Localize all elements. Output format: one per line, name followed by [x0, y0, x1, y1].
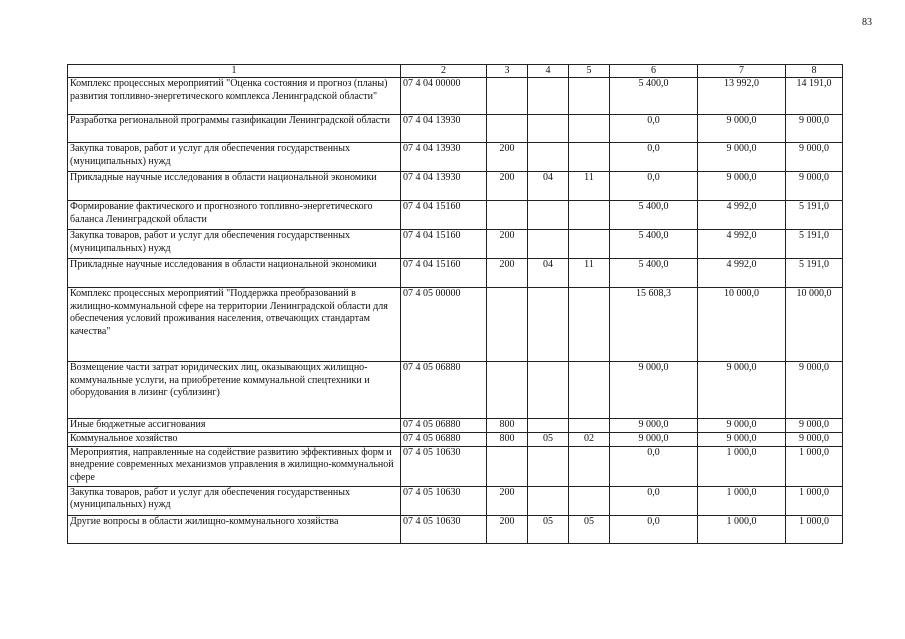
year2-amount-cell: 1 000,0 — [698, 486, 786, 515]
table-row — [68, 486, 843, 515]
expense-type-cell — [487, 446, 528, 486]
target-article-cell: 07 4 05 06880 — [401, 432, 487, 446]
section-cell: 05 — [528, 515, 569, 543]
year2-amount-cell: 9 000,0 — [698, 362, 786, 419]
target-article-cell: 07 4 05 06880 — [401, 362, 487, 419]
year1-amount-cell: 5 400,0 — [610, 230, 698, 259]
header-cell: 8 — [786, 65, 843, 78]
target-article-cell: 07 4 05 10630 — [401, 515, 487, 543]
expense-type-cell — [487, 78, 528, 115]
section-cell — [528, 446, 569, 486]
year3-amount-cell: 9 000,0 — [786, 115, 843, 143]
row-name-cell: Комплекс процессных мероприятий "Оценка состояния и прогноз (планы) развития топливно-энергетического комплекса Ленинградской области" — [68, 78, 401, 115]
year1-amount-cell: 5 400,0 — [610, 201, 698, 230]
target-article-cell: 07 4 05 10630 — [401, 446, 487, 486]
subsection-cell — [569, 143, 610, 172]
header-cell: 7 — [698, 65, 786, 78]
section-cell — [528, 115, 569, 143]
header-cell: 5 — [569, 65, 610, 78]
year1-amount-cell: 9 000,0 — [610, 362, 698, 419]
row-name-cell: Формирование фактического и прогнозного топливно-энергетического баланса Ленинградской области — [68, 201, 401, 230]
section-cell: 04 — [528, 172, 569, 201]
year1-amount-cell: 0,0 — [610, 486, 698, 515]
year3-amount-cell: 9 000,0 — [786, 362, 843, 419]
section-cell — [528, 78, 569, 115]
year3-amount-cell: 1 000,0 — [786, 446, 843, 486]
row-name-cell: Закупка товаров, работ и услуг для обеспечения государственных (муниципальных) нужд — [68, 143, 401, 172]
target-article-cell: 07 4 05 06880 — [401, 419, 487, 433]
row-name-cell: Прикладные научные исследования в области национальной экономики — [68, 172, 401, 201]
row-name-cell: Прикладные научные исследования в области национальной экономики — [68, 259, 401, 288]
year1-amount-cell: 5 400,0 — [610, 78, 698, 115]
year3-amount-cell: 9 000,0 — [786, 432, 843, 446]
subsection-cell — [569, 78, 610, 115]
year1-amount-cell: 0,0 — [610, 115, 698, 143]
target-article-cell: 07 4 04 00000 — [401, 78, 487, 115]
subsection-cell: 11 — [569, 172, 610, 201]
section-cell — [528, 143, 569, 172]
expense-type-cell: 800 — [487, 419, 528, 433]
row-name-cell: Коммунальное хозяйство — [68, 432, 401, 446]
year1-amount-cell: 0,0 — [610, 172, 698, 201]
section-cell — [528, 230, 569, 259]
subsection-cell: 02 — [569, 432, 610, 446]
year3-amount-cell: 5 191,0 — [786, 259, 843, 288]
section-cell — [528, 362, 569, 419]
subsection-cell — [569, 288, 610, 362]
row-name-cell: Другие вопросы в области жилищно-коммунального хозяйства — [68, 515, 401, 543]
subsection-cell — [569, 230, 610, 259]
section-cell: 04 — [528, 259, 569, 288]
year1-amount-cell: 0,0 — [610, 515, 698, 543]
table-row — [68, 78, 843, 115]
year2-amount-cell: 1 000,0 — [698, 446, 786, 486]
table-row — [68, 515, 843, 543]
header-cell: 6 — [610, 65, 698, 78]
table-row — [68, 172, 843, 201]
header-cell: 3 — [487, 65, 528, 78]
section-cell — [528, 201, 569, 230]
year3-amount-cell: 9 000,0 — [786, 143, 843, 172]
subsection-cell: 11 — [569, 259, 610, 288]
table-row — [68, 446, 843, 486]
section-cell — [528, 486, 569, 515]
target-article-cell: 07 4 04 13930 — [401, 172, 487, 201]
expense-type-cell: 200 — [487, 486, 528, 515]
year3-amount-cell: 10 000,0 — [786, 288, 843, 362]
row-name-cell: Комплекс процессных мероприятий "Поддержка преобразований в жилищно-коммунальной сфере на территории Ленинградской области для обеспечения условий проживания населения, отвечающих стандартам качества" — [68, 288, 401, 362]
expense-type-cell — [487, 201, 528, 230]
header-cell: 4 — [528, 65, 569, 78]
year1-amount-cell: 9 000,0 — [610, 432, 698, 446]
header-cell: 1 — [68, 65, 401, 78]
expense-type-cell — [487, 288, 528, 362]
year2-amount-cell: 13 992,0 — [698, 78, 786, 115]
year3-amount-cell: 1 000,0 — [786, 515, 843, 543]
subsection-cell — [569, 201, 610, 230]
target-article-cell: 07 4 04 13930 — [401, 115, 487, 143]
table-row — [68, 419, 843, 433]
year2-amount-cell: 9 000,0 — [698, 143, 786, 172]
target-article-cell: 07 4 04 15160 — [401, 230, 487, 259]
year1-amount-cell: 15 608,3 — [610, 288, 698, 362]
expense-type-cell: 200 — [487, 259, 528, 288]
year3-amount-cell: 9 000,0 — [786, 172, 843, 201]
target-article-cell: 07 4 04 15160 — [401, 201, 487, 230]
budget-table — [67, 64, 843, 544]
expense-type-cell: 200 — [487, 515, 528, 543]
section-cell — [528, 288, 569, 362]
page-number: 83 — [862, 17, 872, 28]
table-body — [68, 78, 843, 544]
expense-type-cell: 200 — [487, 143, 528, 172]
year3-amount-cell: 5 191,0 — [786, 230, 843, 259]
year1-amount-cell: 5 400,0 — [610, 259, 698, 288]
year1-amount-cell: 9 000,0 — [610, 419, 698, 433]
year3-amount-cell: 5 191,0 — [786, 201, 843, 230]
table-row — [68, 201, 843, 230]
table-row — [68, 115, 843, 143]
subsection-cell — [569, 486, 610, 515]
year1-amount-cell: 0,0 — [610, 143, 698, 172]
table-row — [68, 288, 843, 362]
year3-amount-cell: 1 000,0 — [786, 486, 843, 515]
expense-type-cell — [487, 362, 528, 419]
year3-amount-cell: 9 000,0 — [786, 419, 843, 433]
table-row — [68, 259, 843, 288]
expense-type-cell: 200 — [487, 172, 528, 201]
expense-type-cell: 800 — [487, 432, 528, 446]
year2-amount-cell: 1 000,0 — [698, 515, 786, 543]
year1-amount-cell: 0,0 — [610, 446, 698, 486]
subsection-cell — [569, 115, 610, 143]
year2-amount-cell: 9 000,0 — [698, 115, 786, 143]
target-article-cell: 07 4 04 15160 — [401, 259, 487, 288]
year2-amount-cell: 4 992,0 — [698, 230, 786, 259]
target-article-cell: 07 4 04 13930 — [401, 143, 487, 172]
row-name-cell: Возмещение части затрат юридических лиц, оказывающих жилищно-коммунальные услуги, на приобретение коммунальной спецтехники и оборудования в лизинг (сублизинг) — [68, 362, 401, 419]
year2-amount-cell: 9 000,0 — [698, 172, 786, 201]
expense-type-cell: 200 — [487, 230, 528, 259]
header-cell: 2 — [401, 65, 487, 78]
year2-amount-cell: 10 000,0 — [698, 288, 786, 362]
subsection-cell — [569, 419, 610, 433]
subsection-cell — [569, 362, 610, 419]
year2-amount-cell: 4 992,0 — [698, 259, 786, 288]
target-article-cell: 07 4 05 00000 — [401, 288, 487, 362]
row-name-cell: Закупка товаров, работ и услуг для обеспечения государственных (муниципальных) нужд — [68, 486, 401, 515]
year2-amount-cell: 9 000,0 — [698, 432, 786, 446]
section-cell: 05 — [528, 432, 569, 446]
year2-amount-cell: 4 992,0 — [698, 201, 786, 230]
table-row — [68, 432, 843, 446]
row-name-cell: Закупка товаров, работ и услуг для обеспечения государственных (муниципальных) нужд — [68, 230, 401, 259]
table-row — [68, 362, 843, 419]
expense-type-cell — [487, 115, 528, 143]
row-name-cell: Мероприятия, направленные на содействие развитию эффективных форм и внедрение современных механизмов управления в жилищно-коммунальной сфере — [68, 446, 401, 486]
row-name-cell: Разработка региональной программы газификации Ленинградской области — [68, 115, 401, 143]
section-cell — [528, 419, 569, 433]
subsection-cell: 05 — [569, 515, 610, 543]
row-name-cell: Иные бюджетные ассигнования — [68, 419, 401, 433]
target-article-cell: 07 4 05 10630 — [401, 486, 487, 515]
table-row — [68, 230, 843, 259]
subsection-cell — [569, 446, 610, 486]
year3-amount-cell: 14 191,0 — [786, 78, 843, 115]
year2-amount-cell: 9 000,0 — [698, 419, 786, 433]
table-header — [68, 65, 843, 78]
table-row — [68, 143, 843, 172]
